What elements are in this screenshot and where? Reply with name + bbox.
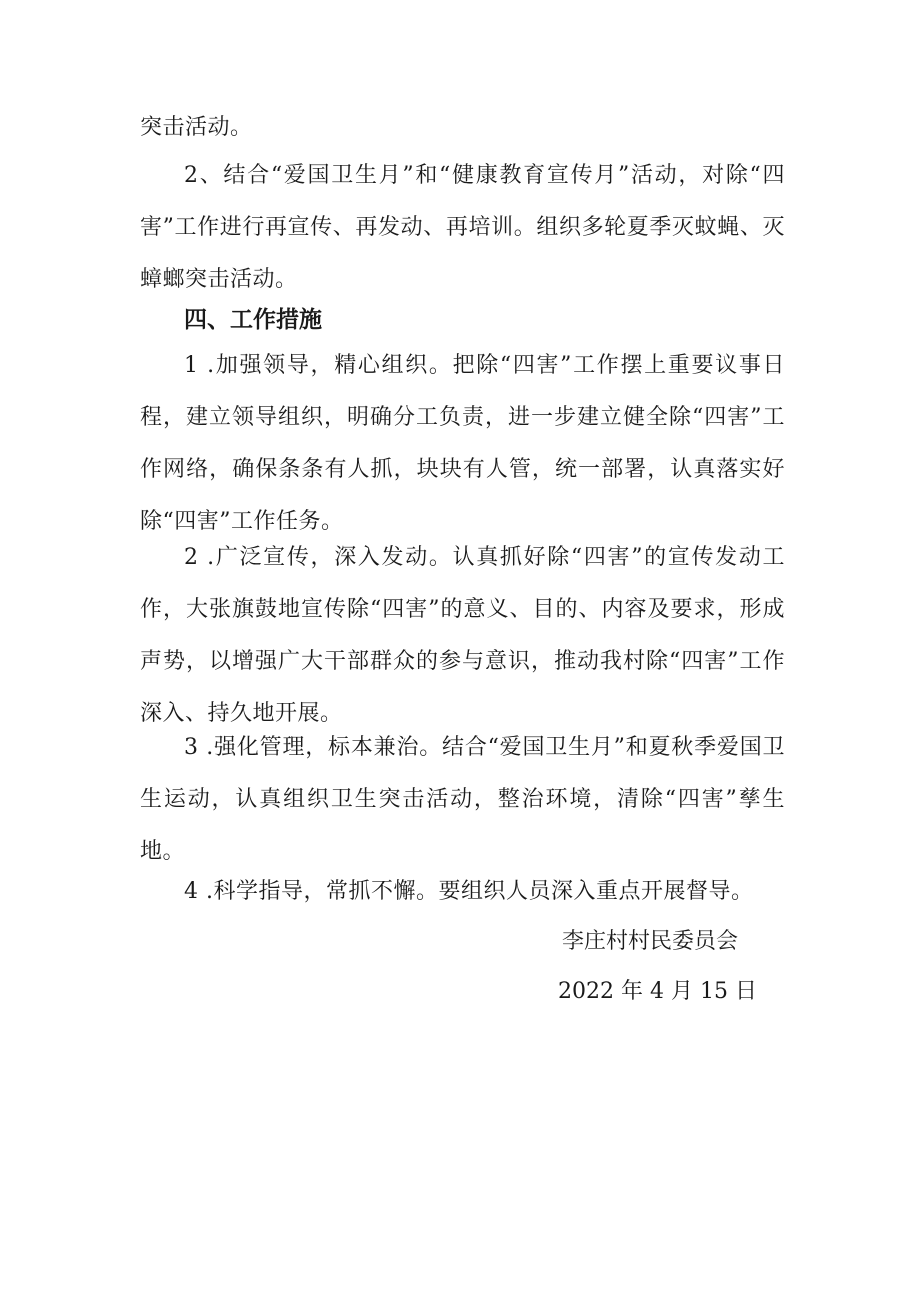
- measure-paragraph-4: 4 .科学指导，常抓不懈。要组织人员深入重点开展督导。: [184, 879, 754, 904]
- measure-paragraph-1: 1 .加强领导，精心组织。把除“四害”工作摆上重要议事日程，建立领导组织，明确分工负责，进一步建立健全除“四害”工作网络，确保条条有人抓，块块有人管，统一部署，认真落实好除“四害”工作任务。: [140, 353, 785, 534]
- measure-paragraph-3: 3 .强化管理，标本兼治。结合“爱国卫生月”和夏秋季爱国卫生运动，认真组织卫生突击活动，整治环境，清除“四害”孳生地。: [140, 735, 785, 864]
- paragraph-item-2: 2、结合“爱国卫生月”和“健康教育宣传月”活动，对除“四害”工作进行再宣传、再发动、再培训。组织多轮夏季灭蚊蝇、灭蟑螂突击活动。: [140, 163, 785, 292]
- signature-organization: 李庄村村民委员会: [562, 929, 739, 954]
- measure-paragraph-2: 2 .广泛宣传，深入发动。认真抓好除“四害”的宣传发动工作，大张旗鼓地宣传除“四害”的意义、目的、内容及要求，形成声势，以增强广大干部群众的参与意识，推动我村除“四害”工作深入、持久地开展。: [140, 545, 785, 726]
- section-heading: 四、工作措施: [184, 307, 322, 333]
- signature-date: 2022 年 4 月 15 日: [558, 979, 757, 1004]
- paragraph-continuation: 突击活动。: [140, 115, 253, 140]
